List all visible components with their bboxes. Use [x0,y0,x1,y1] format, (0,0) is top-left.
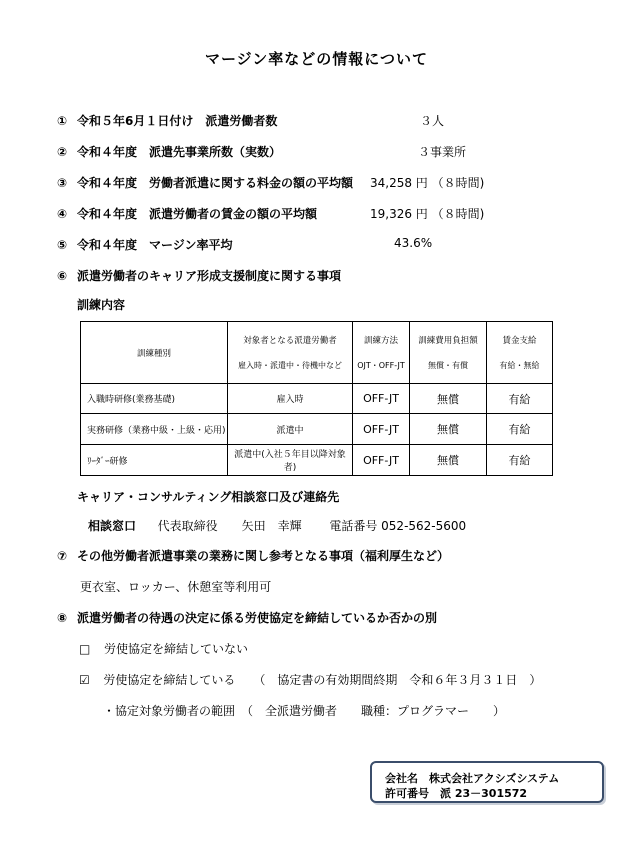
item-1-value: ３人 [420,114,445,128]
unchecked-box-icon: □ [79,642,91,656]
header-cost-burden: 訓練費用負担額 無償・有償 [410,322,487,384]
item-number: ① [57,114,68,128]
item-4 [57,205,317,222]
item-label: 令和４年度 派遣先事業所数（実数） [77,145,282,159]
option-label: 労使協定を締結している （ 協定書の有効期間終期 令和６年３月３１日 ） [103,673,542,687]
item-1 [57,112,277,129]
table-cell: 有給 [487,414,553,445]
item-5 [57,236,232,253]
item-label: 令和４年度 労働者派遣に関する料金の額の平均額 [77,176,354,190]
section-6-heading [57,267,341,284]
section-7-heading [57,547,449,564]
option-concluded [79,671,541,688]
option-not-concluded [79,640,248,657]
header-wage-payment: 賃金支給 有給・無給 [487,322,553,384]
consult-label: 相談窓口 [88,519,137,533]
item-3 [57,174,353,191]
table-row [81,414,553,445]
table-row [81,445,553,476]
table-cell: 無償 [410,445,487,476]
section-8-heading [57,609,437,626]
section-title: その他労働者派遣事業の業務に関し参考となる事項（福利厚生など） [77,549,450,563]
item-number: ③ [57,176,68,190]
item-2 [57,143,281,160]
agreement-scope: ・協定対象労働者の範囲 （ 全派遣労働者 職種：プログラマー ） [103,704,506,718]
item-number: ② [57,145,68,159]
option-label: 労使協定を締結していない [104,642,249,656]
header-training-type: 訓練種別 [81,322,228,384]
table-cell: 実務研修（業務中級・上級・応用) [81,414,228,445]
consult-person: 代表取締役 矢田 幸輝 [157,519,302,533]
table-cell: 雇入時 [228,384,353,414]
table-cell: OFF-JT [353,384,410,414]
section-title: 派遣労働者のキャリア形成支援制度に関する事項 [77,269,342,283]
section-number: ⑦ [57,549,68,563]
company-name: 会社名 株式会社アクシズシステム [385,772,560,785]
company-info-box [370,761,604,803]
license-number: 許可番号 派 23－301572 [385,787,528,800]
table-cell: 有給 [487,445,553,476]
table-cell: 入職時研修(業務基礎) [81,384,228,414]
item-3-value: 34,258 円 （８時間) [370,176,485,190]
table-cell: OFF-JT [353,445,410,476]
section-number: ⑧ [57,611,68,625]
item-5-value: 43.6% [394,236,433,250]
item-2-value: ３事業所 [418,145,467,159]
page-title: マージン率などの情報について [204,50,429,68]
section-number: ⑥ [57,269,68,283]
consult-heading: キャリア・コンサルティング相談窓口及び連絡先 [77,490,340,504]
section-title: 派遣労働者の待遇の決定に係る労使協定を締結しているか否かの別 [77,611,438,625]
table-cell: 派遣中(入社５年目以降対象者) [228,445,353,476]
table-cell: 派遣中 [228,414,353,445]
item-label: 令和４年度 マージン率平均 [77,238,233,252]
item-label: 令和４年度 派遣労働者の賃金の額の平均額 [77,207,318,221]
training-table [80,321,553,476]
header-training-method: 訓練方法 OJT・OFF-JT [353,322,410,384]
table-row [81,384,553,414]
table-header-row [81,322,553,384]
item-number: ⑤ [57,238,68,252]
item-label: 令和５年6月１日付け 派遣労働者数 [77,114,278,128]
header-target-worker: 対象者となる派遣労働者 雇入時・派遣中・待機中など [228,322,353,384]
table-cell: ﾘｰﾀﾞｰ研修 [81,445,228,476]
consult-phone: 電話番号 052-562-5600 [329,519,467,533]
table-cell: 有給 [487,384,553,414]
table-cell: 無償 [410,384,487,414]
training-heading: 訓練内容 [77,298,126,312]
checked-box-icon: ☑ [79,673,90,687]
item-number: ④ [57,207,68,221]
section-7-body: 更衣室、ロッカー、休憩室等利用可 [80,580,272,594]
table-cell: OFF-JT [353,414,410,445]
consult-line [88,517,466,534]
table-cell: 無償 [410,414,487,445]
item-4-value: 19,326 円 （８時間) [370,207,485,221]
